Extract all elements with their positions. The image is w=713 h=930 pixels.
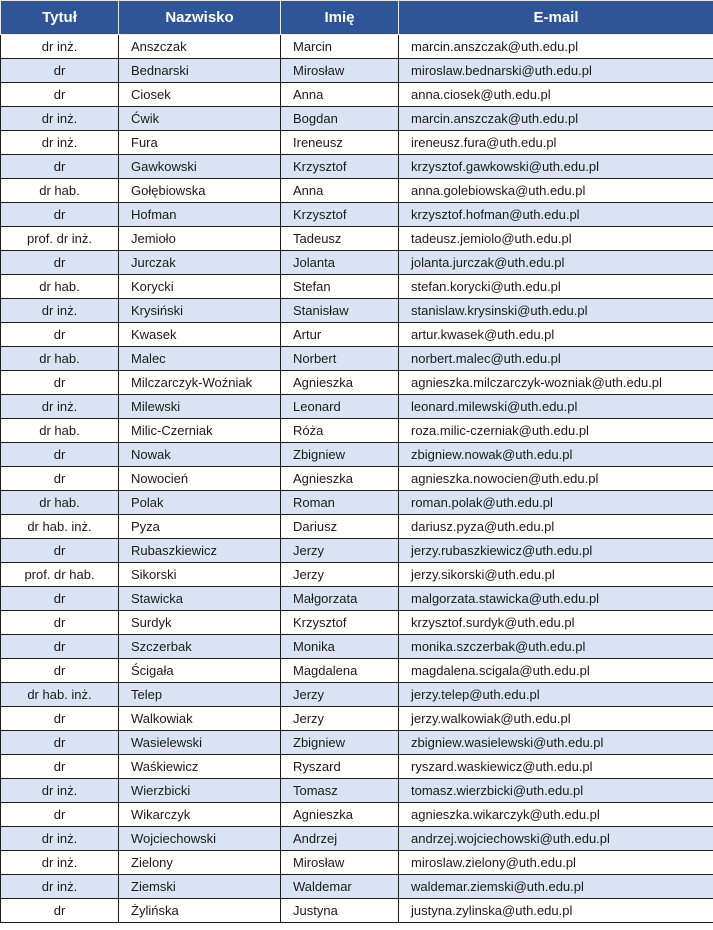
cell-title: dr inż.: [1, 395, 119, 419]
cell-title: dr inż.: [1, 827, 119, 851]
cell-title: dr hab.: [1, 347, 119, 371]
table-row: [1, 731, 713, 755]
cell-email: artur.kwasek@uth.edu.pl: [399, 323, 713, 347]
table-row: [1, 227, 713, 251]
cell-email: agnieszka.nowocien@uth.edu.pl: [399, 467, 713, 491]
cell-name: Tomasz: [281, 779, 399, 803]
cell-surname: Nowak: [119, 443, 281, 467]
cell-surname: Rubaszkiewicz: [119, 539, 281, 563]
cell-email: jolanta.jurczak@uth.edu.pl: [399, 251, 713, 275]
cell-surname: Wojciechowski: [119, 827, 281, 851]
cell-surname: Anszczak: [119, 35, 281, 59]
cell-name: Jerzy: [281, 563, 399, 587]
cell-surname: Wikarczyk: [119, 803, 281, 827]
cell-email: jerzy.sikorski@uth.edu.pl: [399, 563, 713, 587]
cell-email: krzysztof.surdyk@uth.edu.pl: [399, 611, 713, 635]
table-row: [1, 299, 713, 323]
cell-name: Justyna: [281, 899, 399, 923]
cell-email: norbert.malec@uth.edu.pl: [399, 347, 713, 371]
table-row: [1, 635, 713, 659]
cell-title: dr: [1, 635, 119, 659]
cell-surname: Hofman: [119, 203, 281, 227]
cell-title: dr: [1, 323, 119, 347]
cell-name: Artur: [281, 323, 399, 347]
cell-name: Marcin: [281, 35, 399, 59]
cell-email: malgorzata.stawicka@uth.edu.pl: [399, 587, 713, 611]
cell-email: monika.szczerbak@uth.edu.pl: [399, 635, 713, 659]
cell-email: zbigniew.nowak@uth.edu.pl: [399, 443, 713, 467]
table-row: [1, 851, 713, 875]
table-row: [1, 899, 713, 923]
cell-title: dr hab.: [1, 419, 119, 443]
cell-surname: Sikorski: [119, 563, 281, 587]
cell-email: ryszard.waskiewicz@uth.edu.pl: [399, 755, 713, 779]
cell-surname: Ciosek: [119, 83, 281, 107]
cell-name: Leonard: [281, 395, 399, 419]
cell-surname: Wasielewski: [119, 731, 281, 755]
cell-title: dr inż.: [1, 851, 119, 875]
cell-name: Krzysztof: [281, 155, 399, 179]
cell-name: Andrzej: [281, 827, 399, 851]
table-row: [1, 491, 713, 515]
cell-name: Róża: [281, 419, 399, 443]
cell-name: Zbigniew: [281, 731, 399, 755]
cell-email: magdalena.scigala@uth.edu.pl: [399, 659, 713, 683]
cell-title: dr: [1, 707, 119, 731]
cell-surname: Żylińska: [119, 899, 281, 923]
cell-title: dr: [1, 203, 119, 227]
cell-name: Mirosław: [281, 59, 399, 83]
cell-email: waldemar.ziemski@uth.edu.pl: [399, 875, 713, 899]
header-row: [1, 1, 713, 35]
cell-title: prof. dr hab.: [1, 563, 119, 587]
cell-email: agnieszka.wikarczyk@uth.edu.pl: [399, 803, 713, 827]
cell-email: anna.golebiowska@uth.edu.pl: [399, 179, 713, 203]
cell-email: tadeusz.jemiolo@uth.edu.pl: [399, 227, 713, 251]
cell-email: roza.milic-czerniak@uth.edu.pl: [399, 419, 713, 443]
header-name: Imię: [281, 1, 399, 35]
cell-name: Jolanta: [281, 251, 399, 275]
table-row: [1, 179, 713, 203]
table-row: [1, 539, 713, 563]
cell-email: jerzy.rubaszkiewicz@uth.edu.pl: [399, 539, 713, 563]
cell-name: Zbigniew: [281, 443, 399, 467]
table-row: [1, 131, 713, 155]
table-row: [1, 35, 713, 59]
cell-email: tomasz.wierzbicki@uth.edu.pl: [399, 779, 713, 803]
table-row: [1, 611, 713, 635]
cell-surname: Ćwik: [119, 107, 281, 131]
cell-surname: Milewski: [119, 395, 281, 419]
cell-surname: Polak: [119, 491, 281, 515]
cell-title: dr inż.: [1, 35, 119, 59]
cell-email: jerzy.walkowiak@uth.edu.pl: [399, 707, 713, 731]
cell-email: leonard.milewski@uth.edu.pl: [399, 395, 713, 419]
cell-name: Mirosław: [281, 851, 399, 875]
cell-surname: Zielony: [119, 851, 281, 875]
cell-name: Ireneusz: [281, 131, 399, 155]
cell-name: Magdalena: [281, 659, 399, 683]
cell-title: dr: [1, 659, 119, 683]
cell-name: Monika: [281, 635, 399, 659]
cell-email: dariusz.pyza@uth.edu.pl: [399, 515, 713, 539]
cell-email: andrzej.wojciechowski@uth.edu.pl: [399, 827, 713, 851]
cell-email: ireneusz.fura@uth.edu.pl: [399, 131, 713, 155]
table-row: [1, 875, 713, 899]
cell-name: Jerzy: [281, 683, 399, 707]
cell-name: Anna: [281, 179, 399, 203]
cell-email: roman.polak@uth.edu.pl: [399, 491, 713, 515]
cell-title: dr: [1, 467, 119, 491]
cell-email: stefan.korycki@uth.edu.pl: [399, 275, 713, 299]
table-row: [1, 395, 713, 419]
table-row: [1, 251, 713, 275]
cell-title: dr: [1, 155, 119, 179]
table-row: [1, 419, 713, 443]
cell-title: dr hab.: [1, 179, 119, 203]
cell-name: Agnieszka: [281, 371, 399, 395]
cell-email: justyna.zylinska@uth.edu.pl: [399, 899, 713, 923]
cell-title: dr: [1, 731, 119, 755]
cell-surname: Bednarski: [119, 59, 281, 83]
table-row: [1, 203, 713, 227]
table-header: [1, 1, 713, 35]
table-row: [1, 467, 713, 491]
cell-title: dr: [1, 755, 119, 779]
cell-email: jerzy.telep@uth.edu.pl: [399, 683, 713, 707]
cell-name: Krzysztof: [281, 611, 399, 635]
table-row: [1, 563, 713, 587]
cell-email: krzysztof.hofman@uth.edu.pl: [399, 203, 713, 227]
cell-title: dr: [1, 539, 119, 563]
cell-email: anna.ciosek@uth.edu.pl: [399, 83, 713, 107]
cell-email: stanislaw.krysinski@uth.edu.pl: [399, 299, 713, 323]
header-surname: Nazwisko: [119, 1, 281, 35]
table-row: [1, 515, 713, 539]
table-row: [1, 683, 713, 707]
cell-surname: Surdyk: [119, 611, 281, 635]
cell-title: dr inż.: [1, 779, 119, 803]
cell-email: krzysztof.gawkowski@uth.edu.pl: [399, 155, 713, 179]
cell-title: dr: [1, 443, 119, 467]
cell-surname: Malec: [119, 347, 281, 371]
table-row: [1, 59, 713, 83]
cell-surname: Stawicka: [119, 587, 281, 611]
cell-surname: Krysiński: [119, 299, 281, 323]
cell-surname: Walkowiak: [119, 707, 281, 731]
table-row: [1, 827, 713, 851]
cell-email: miroslaw.zielony@uth.edu.pl: [399, 851, 713, 875]
cell-surname: Ścigała: [119, 659, 281, 683]
table-row: [1, 659, 713, 683]
table-row: [1, 443, 713, 467]
cell-name: Stanisław: [281, 299, 399, 323]
cell-surname: Jurczak: [119, 251, 281, 275]
table-row: [1, 587, 713, 611]
cell-title: dr: [1, 251, 119, 275]
cell-name: Waldemar: [281, 875, 399, 899]
cell-title: dr inż.: [1, 299, 119, 323]
header-title: Tytuł: [1, 1, 119, 35]
cell-title: dr hab. inż.: [1, 515, 119, 539]
cell-title: dr hab.: [1, 275, 119, 299]
cell-title: dr: [1, 59, 119, 83]
cell-title: dr: [1, 587, 119, 611]
cell-email: zbigniew.wasielewski@uth.edu.pl: [399, 731, 713, 755]
cell-surname: Gawkowski: [119, 155, 281, 179]
cell-name: Stefan: [281, 275, 399, 299]
cell-surname: Wierzbicki: [119, 779, 281, 803]
cell-name: Krzysztof: [281, 203, 399, 227]
cell-name: Dariusz: [281, 515, 399, 539]
cell-name: Tadeusz: [281, 227, 399, 251]
cell-name: Anna: [281, 83, 399, 107]
cell-name: Jerzy: [281, 539, 399, 563]
cell-name: Bogdan: [281, 107, 399, 131]
table-row: [1, 107, 713, 131]
cell-surname: Korycki: [119, 275, 281, 299]
cell-name: Roman: [281, 491, 399, 515]
cell-email: miroslaw.bednarski@uth.edu.pl: [399, 59, 713, 83]
cell-surname: Kwasek: [119, 323, 281, 347]
cell-surname: Jemioło: [119, 227, 281, 251]
table-row: [1, 707, 713, 731]
table-row: [1, 803, 713, 827]
cell-title: dr: [1, 899, 119, 923]
header-email: E-mail: [399, 1, 713, 35]
cell-title: dr: [1, 83, 119, 107]
cell-email: agnieszka.milczarczyk-wozniak@uth.edu.pl: [399, 371, 713, 395]
cell-title: prof. dr inż.: [1, 227, 119, 251]
cell-surname: Nowocień: [119, 467, 281, 491]
cell-email: marcin.anszczak@uth.edu.pl: [399, 35, 713, 59]
table-row: [1, 323, 713, 347]
table-row: [1, 779, 713, 803]
cell-title: dr inż.: [1, 131, 119, 155]
cell-surname: Pyza: [119, 515, 281, 539]
cell-name: Małgorzata: [281, 587, 399, 611]
cell-name: Jerzy: [281, 707, 399, 731]
cell-title: dr inż.: [1, 107, 119, 131]
cell-title: dr hab. inż.: [1, 683, 119, 707]
cell-title: dr: [1, 611, 119, 635]
cell-name: Agnieszka: [281, 467, 399, 491]
table-row: [1, 155, 713, 179]
cell-surname: Gołębiowska: [119, 179, 281, 203]
cell-surname: Milczarczyk-Woźniak: [119, 371, 281, 395]
table-row: [1, 275, 713, 299]
table-body: [1, 35, 713, 923]
cell-surname: Ziemski: [119, 875, 281, 899]
cell-title: dr: [1, 371, 119, 395]
cell-title: dr inż.: [1, 875, 119, 899]
cell-name: Ryszard: [281, 755, 399, 779]
cell-surname: Szczerbak: [119, 635, 281, 659]
cell-name: Agnieszka: [281, 803, 399, 827]
cell-surname: Waśkiewicz: [119, 755, 281, 779]
table-row: [1, 755, 713, 779]
cell-title: dr hab.: [1, 491, 119, 515]
table-row: [1, 347, 713, 371]
table-row: [1, 371, 713, 395]
cell-surname: Milic-Czerniak: [119, 419, 281, 443]
table-row: [1, 83, 713, 107]
cell-email: marcin.anszczak@uth.edu.pl: [399, 107, 713, 131]
cell-surname: Fura: [119, 131, 281, 155]
cell-surname: Telep: [119, 683, 281, 707]
cell-name: Norbert: [281, 347, 399, 371]
cell-title: dr: [1, 803, 119, 827]
